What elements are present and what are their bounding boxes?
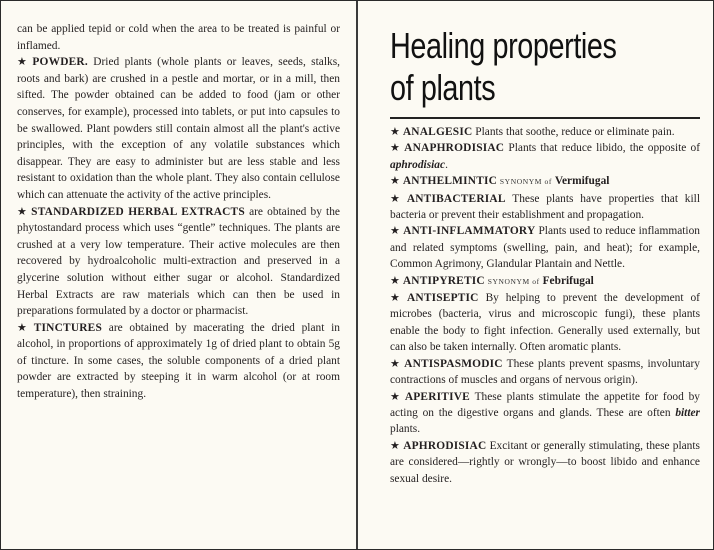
entry-tinctures (17, 320, 340, 403)
entry-text: Plants that soothe, reduce or eliminate pain. (475, 126, 675, 138)
entry-term: ANTHELMINTIC (402, 175, 498, 188)
entry-text: Plants that reduce libido, the opposite of (508, 142, 700, 155)
star-icon: ★ (17, 320, 31, 334)
entry-text: These plants stimulate the appetite for food by acting on the digestive organs and glands. These are often (390, 390, 700, 419)
entry-text: are obtained by macerating the dried plant in alcohol, in proportions of approximately 1g of dried plant to obtain 5g of tincture. In some cases, the soluble components of a dried plant powder are extracted by steeping it in warm alcohol (or at room temperature), then straining. (17, 321, 340, 401)
entry-term: POWDER. (32, 56, 88, 69)
glossary-list (390, 124, 700, 487)
star-icon: ★ (390, 356, 402, 370)
entry-after: . (445, 158, 448, 171)
entry-anaphrodisiac (390, 140, 700, 173)
entry-term: ANTIPYRETIC (402, 274, 485, 287)
star-icon: ★ (390, 438, 401, 452)
entry-term: APERITIVE (404, 390, 470, 403)
page-title: Healing properties of plants (390, 25, 617, 108)
entry-term: ANTISPASMODIC (404, 357, 503, 370)
entry-antibacterial (390, 191, 700, 224)
star-icon: ★ (390, 125, 400, 138)
entry-text: Excitant or generally stimulating, these plants are considered—rightly or wrongly—to boost libido and enhance sexual desire. (390, 439, 700, 485)
entry-term: APHRODISIAC (403, 439, 487, 452)
entry-text: These plants prevent spasms, involuntary contractions of muscles and organs of nervous origin). (390, 357, 700, 387)
title-rule (390, 117, 700, 119)
star-icon: ★ (17, 55, 30, 69)
entry-antiseptic (390, 290, 700, 356)
entry-anti-inflammatory (390, 223, 700, 272)
right-page (358, 1, 713, 549)
entry-term: ANALGESIC (402, 126, 473, 138)
entry-anthelmintic (390, 173, 700, 190)
star-icon: ★ (17, 204, 29, 218)
synonym-reference: Febrifugal (542, 274, 594, 287)
entry-term: ANTI-INFLAMMATORY (403, 225, 536, 238)
synonym-label: SYNONYM of (499, 177, 552, 187)
entry-term: TINCTURES (33, 321, 103, 334)
entry-powder (17, 54, 340, 203)
entry-text: are obtained by the phytostandard process which uses “gentle” techniques. The plants are crushed at a very low temperature. Their active molecules are then recovered by hydroalcoholic multi-extraction and preserved in a glycerine solution without either sugar or alcohol. Standardized Herbal Extracts are raw materials which can then be used in preparations formulated by a doctor or pharmacist. (17, 205, 340, 318)
star-icon: ★ (390, 291, 404, 305)
entry-after: plants. (390, 423, 421, 436)
entry-text: Plants used to reduce inflammation and related symptoms (swelling, pain, and heat); for example, Common Agrimony, Glandular Plantain and Nettle. (390, 225, 700, 271)
star-icon: ★ (390, 273, 400, 287)
entry-analgesic (390, 124, 700, 140)
star-icon: ★ (390, 191, 404, 205)
entry-text: By helping to prevent the development of microbes (bacteria, virus and microscopic fungi), these plants enable the body to fight infection. Generally used externally, but can also be taken internally. Often aromatic plants. (390, 292, 700, 354)
entry-antipyretic (390, 273, 700, 290)
entry-antispasmodic (390, 356, 700, 389)
star-icon: ★ (390, 141, 402, 155)
entry-term: ANTISEPTIC (406, 292, 479, 305)
star-icon: ★ (390, 389, 402, 403)
intro-continuation: can be applied tepid or cold when the area to be treated is painful or inflamed. (17, 23, 340, 52)
entry-aperitive (390, 389, 700, 438)
entry-text: These plants have properties that kill bacteria or prevent their establishment and propagation. (390, 192, 700, 222)
synonym-reference: Vermifugal (554, 175, 610, 188)
entry-text: Dried plants (whole plants or leaves, seeds, stalks, roots and bark) are crushed in a pestle and mortar, or in a mill, then sifted. The powder obtained can be added to food (jam or other conserves, for example), processed into tablets, or put into capsules to be swallowed. Plant powders still contain almost all the plant's active principles, with the exception of any volatile substances which disappear. They are easy to administer but are less stable and less resistant to oxidation than the whole plant. They also contain cellulose which can attenuate the activity of the active principles. (17, 56, 340, 201)
entry-term: ANAPHRODISIAC (404, 142, 505, 155)
entry-emphasis: aphrodisiac (390, 158, 446, 171)
left-page (1, 1, 357, 549)
entry-term: ANTIBACTERIAL (406, 192, 506, 205)
star-icon: ★ (390, 174, 400, 188)
synonym-label: SYNONYM of (487, 276, 540, 286)
entry-emphasis: bitter (675, 406, 700, 419)
entry-term: STANDARDIZED HERBAL EXTRACTS (31, 205, 245, 218)
left-column (17, 21, 340, 403)
star-icon: ★ (390, 224, 401, 238)
entry-standardized-herbal-extracts (17, 204, 340, 320)
entry-aphrodisiac (390, 438, 700, 487)
